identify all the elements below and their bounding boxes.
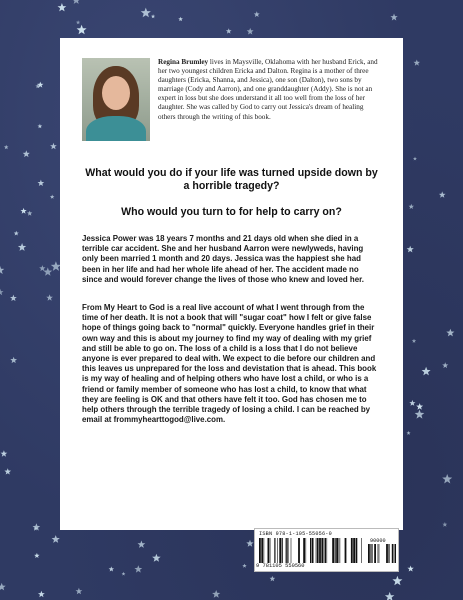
barcode-bar xyxy=(312,538,314,563)
barcode-bar xyxy=(316,538,317,563)
barcode-bars xyxy=(259,538,363,563)
barcode-bar xyxy=(374,544,376,563)
barcode-bar xyxy=(268,538,270,563)
paragraph-book-description: From My Heart to God is a real live account of what I went through from the time of her death. It is not a book that will "sugar coat" how I felt or give false hope of things going back to "normal" quickly. Everyone handles grief in their own way and this is about my journey to find my way of dealing with my grief and still be able to go on. The loss of a child is a loss that I do not believe anyone is ever prepared to deal with. We expect to die before our children and this leaves us unprepared for the loss and devistation that is ahead. This book is my way of healing and of helping others who have lost a child, or who is a friend or family member of someone who has lost a child, to know that what they are feeling is OK and that others have felt it too. God has chosen me to help others through the terrible tragedy of losing a child. I can be reached by email at frommyhearttogod@live.com. xyxy=(82,303,377,425)
barcode-bar xyxy=(340,538,341,563)
barcode-bar xyxy=(386,544,388,563)
star-icon xyxy=(0,583,6,591)
star-icon xyxy=(442,362,448,368)
barcode-bar xyxy=(310,538,311,563)
barcode-bar xyxy=(327,538,328,563)
star-icon xyxy=(212,590,220,598)
star-icon xyxy=(58,3,67,11)
star-icon xyxy=(0,289,4,296)
star-icon xyxy=(409,400,415,406)
barcode-digits: 9 781105 550560 xyxy=(256,563,305,569)
star-icon xyxy=(407,566,413,572)
barcode-bar xyxy=(368,544,370,563)
star-icon xyxy=(39,265,45,271)
author-bio xyxy=(82,58,381,141)
star-icon xyxy=(52,535,60,543)
star-icon xyxy=(226,28,232,33)
star-icon xyxy=(14,231,19,236)
star-icon xyxy=(50,143,57,150)
barcode-bar xyxy=(379,544,380,563)
barcode-bar xyxy=(298,538,300,563)
star-icon xyxy=(446,329,454,337)
barcode-bar xyxy=(336,538,338,563)
barcode-bar xyxy=(394,544,395,563)
star-icon xyxy=(413,157,417,161)
star-icon xyxy=(109,566,114,571)
star-icon xyxy=(422,367,431,376)
barcode-addon-bars xyxy=(368,544,396,563)
barcode-bar xyxy=(378,544,379,563)
barcode-bar xyxy=(370,544,371,563)
barcode-bar xyxy=(286,538,287,563)
barcode-bar xyxy=(270,538,271,563)
isbn-label: ISBN 978-1-105-55056-0 xyxy=(259,531,332,537)
barcode-bar xyxy=(324,538,325,563)
star-icon xyxy=(407,246,414,253)
author-photo xyxy=(82,58,150,141)
question-help: Who would you turn to for help to carry on? xyxy=(121,206,342,218)
barcode-bar xyxy=(277,538,278,563)
barcode-bar xyxy=(264,538,265,563)
star-icon xyxy=(442,474,452,484)
star-icon xyxy=(10,295,17,301)
star-icon xyxy=(0,266,4,274)
barcode-bar xyxy=(317,538,319,563)
star-icon xyxy=(178,17,183,21)
barcode-bar xyxy=(291,538,292,563)
barcode-bar xyxy=(353,538,355,563)
barcode-bar xyxy=(325,538,326,563)
star-icon xyxy=(23,150,30,157)
author-bio-body: lives in Maysville, Oklahoma with her husband Erick, and her two youngest children Ericka and Dalton. Regina is a mother of three daughters (Ericka, Shanna, and Jessica), one son (Dalton), two sons by marriage (Cody and Aarron), and one granddaughter (Addy). She is not an expert in loss but she does understand it all too well from the loss of her daughter. She was called by God to carry out Jessica's dream of healing others through the writing of this book. xyxy=(158,58,378,121)
star-icon xyxy=(247,28,254,35)
barcode-bar xyxy=(303,538,305,563)
barcode-bar xyxy=(371,544,372,563)
author-bio-text xyxy=(158,58,381,122)
barcode-bar xyxy=(279,538,281,563)
barcode-bar xyxy=(319,538,321,563)
barcode-bar xyxy=(259,538,261,563)
barcode-bar xyxy=(261,538,263,563)
star-icon xyxy=(385,592,395,600)
barcode-bar xyxy=(356,538,358,563)
star-icon xyxy=(392,576,402,586)
star-icon xyxy=(27,211,32,216)
star-icon xyxy=(76,588,83,595)
star-icon xyxy=(18,243,26,251)
star-icon xyxy=(270,576,276,581)
star-icon xyxy=(412,339,416,343)
barcode-bar xyxy=(274,538,275,563)
star-icon xyxy=(43,267,52,275)
star-icon xyxy=(38,180,45,186)
barcode-bar xyxy=(388,544,389,563)
star-icon xyxy=(254,11,260,17)
star-icon xyxy=(415,410,425,419)
star-icon xyxy=(407,431,411,435)
barcode-bar xyxy=(392,544,393,563)
barcode-bar xyxy=(395,544,396,563)
star-icon xyxy=(122,572,126,576)
back-cover-text-panel xyxy=(60,38,403,530)
star-icon xyxy=(76,20,80,24)
star-icon xyxy=(50,195,55,199)
star-icon xyxy=(38,124,43,129)
star-icon xyxy=(46,294,53,300)
isbn-barcode xyxy=(254,528,399,572)
price-code: 90000 xyxy=(370,538,386,544)
barcode-bar xyxy=(282,538,283,563)
barcode-bar xyxy=(321,538,323,563)
star-icon xyxy=(138,541,146,548)
barcode-bar xyxy=(361,538,362,563)
star-icon xyxy=(21,208,27,214)
barcode-bar xyxy=(306,538,307,563)
star-icon xyxy=(439,191,446,197)
star-icon xyxy=(442,522,447,527)
barcode-bar xyxy=(339,538,340,563)
star-icon xyxy=(141,8,151,18)
star-icon xyxy=(152,554,161,562)
star-icon xyxy=(77,25,87,35)
star-icon xyxy=(72,0,80,4)
star-icon xyxy=(10,357,17,363)
star-icon xyxy=(134,565,142,572)
author-name: Regina Brumley xyxy=(158,58,209,66)
star-icon xyxy=(151,14,155,18)
star-icon xyxy=(34,553,39,558)
star-icon xyxy=(4,145,9,149)
author-photo-face xyxy=(102,76,130,110)
barcode-bar xyxy=(345,538,347,563)
star-icon xyxy=(4,468,11,474)
question-tragedy: What would you do if your life was turned upside down by a horrible tragedy? xyxy=(85,167,378,192)
barcode-bar xyxy=(287,538,288,563)
star-icon xyxy=(409,204,414,209)
star-icon xyxy=(416,403,423,410)
star-icon xyxy=(390,14,397,21)
barcode-bar xyxy=(335,538,336,563)
author-photo-shirt xyxy=(86,116,146,141)
barcode-bar xyxy=(332,538,334,563)
star-icon xyxy=(1,450,8,457)
paragraph-jessica: Jessica Power was 18 years 7 months and 21 days old when she died in a terrible car accident. She and her husband Aarron were newlyweds, having only been married 1 month and 20 days. Jessica was the happiest she had been in her life and had her whole life ahead of her. The accident made no since and would forever change the lives of those who knew and loved her. xyxy=(82,234,364,284)
star-icon xyxy=(242,564,246,568)
star-icon xyxy=(246,540,253,547)
star-icon xyxy=(38,591,45,598)
star-icon xyxy=(414,60,421,66)
barcode-bar xyxy=(351,538,353,563)
